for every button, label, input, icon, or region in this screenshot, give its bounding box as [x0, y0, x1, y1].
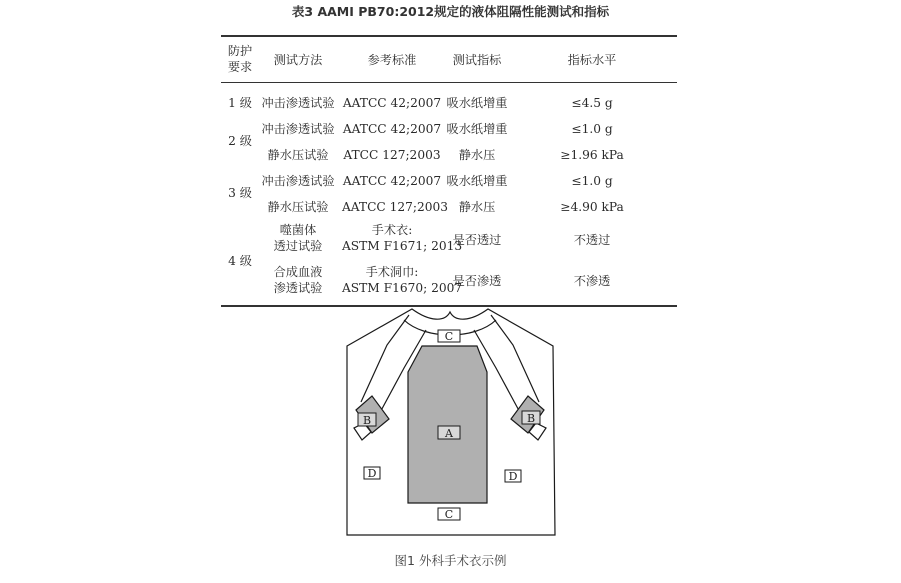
row3-threshold: ≥1.96 kPa	[560, 148, 624, 162]
figure-caption: 图1 外科手术衣示例	[394, 553, 507, 568]
header-method: 测试方法	[273, 53, 323, 67]
row7-standard-line2: ASTM F1670; 2007	[342, 281, 463, 295]
row3-standard: ATCC 127;2003	[343, 148, 441, 162]
row6-method-line2: 透过试验	[273, 239, 323, 253]
row5-standard: AATCC 127;2003	[342, 200, 448, 214]
label-b-right: B	[526, 412, 536, 425]
header-metric: 测试指标	[452, 53, 502, 67]
row6-standard-line1: 手术衣:	[371, 223, 413, 237]
row4-threshold: ≤1.0 g	[571, 174, 613, 188]
row6-standard-line2: ASTM F1671; 2013	[342, 239, 463, 253]
label-d-left: D	[367, 467, 377, 480]
label-c-top: C	[444, 330, 454, 343]
label-c-bottom: C	[444, 508, 454, 521]
row1-level: 1 级	[228, 96, 252, 110]
row7-method-line2: 渗透试验	[273, 281, 323, 295]
row5-metric: 静水压	[458, 200, 496, 214]
header-standard: 参考标准	[367, 53, 417, 67]
header-threshold: 指标水平	[567, 53, 617, 67]
row7-threshold: 不渗透	[573, 274, 611, 288]
row2-standard: AATCC 42;2007	[342, 122, 442, 136]
label-a: A	[445, 427, 453, 440]
row1-threshold: ≤4.5 g	[571, 96, 613, 110]
row1-metric: 吸水纸增重	[446, 96, 508, 110]
row2-level: 2 级	[228, 134, 252, 148]
table-caption: 表3 AAMI PB70:2012规定的液体阻隔性能测试和指标	[291, 4, 610, 19]
row6-threshold: 不透过	[573, 233, 611, 247]
header-level-line2: 要求	[227, 60, 253, 74]
row6-metric: 是否透过	[452, 233, 502, 247]
left-sleeve-outer	[361, 315, 409, 402]
row1-standard: AATCC 42;2007	[342, 96, 442, 110]
row7-metric: 是否渗透	[452, 274, 502, 288]
row2-method: 冲击渗透试验	[261, 122, 335, 136]
row4-standard: AATCC 42;2007	[342, 174, 442, 188]
row4-metric: 吸水纸增重	[446, 174, 508, 188]
row6-level: 4 级	[228, 254, 252, 268]
right-sleeve-outer	[491, 315, 539, 402]
row3-metric: 静水压	[458, 148, 496, 162]
row5-threshold: ≥4.90 kPa	[560, 200, 624, 214]
row7-standard-line1: 手术洞巾:	[365, 265, 419, 279]
row2-threshold: ≤1.0 g	[571, 122, 613, 136]
label-d-right: D	[508, 470, 518, 483]
header-level-line1: 防护	[227, 44, 253, 58]
row3-method: 静水压试验	[267, 148, 329, 162]
row1-method: 冲击渗透试验	[261, 96, 335, 110]
critical-zone-a	[408, 346, 487, 503]
row7-method-line1: 合成血液	[273, 265, 323, 279]
row2-metric: 吸水纸增重	[446, 122, 508, 136]
row5-method: 静水压试验	[267, 200, 329, 214]
row4-level: 3 级	[228, 186, 252, 200]
label-b-left: B	[362, 414, 372, 427]
row4-method: 冲击渗透试验	[261, 174, 335, 188]
row6-method-line1: 噬菌体	[279, 223, 317, 237]
